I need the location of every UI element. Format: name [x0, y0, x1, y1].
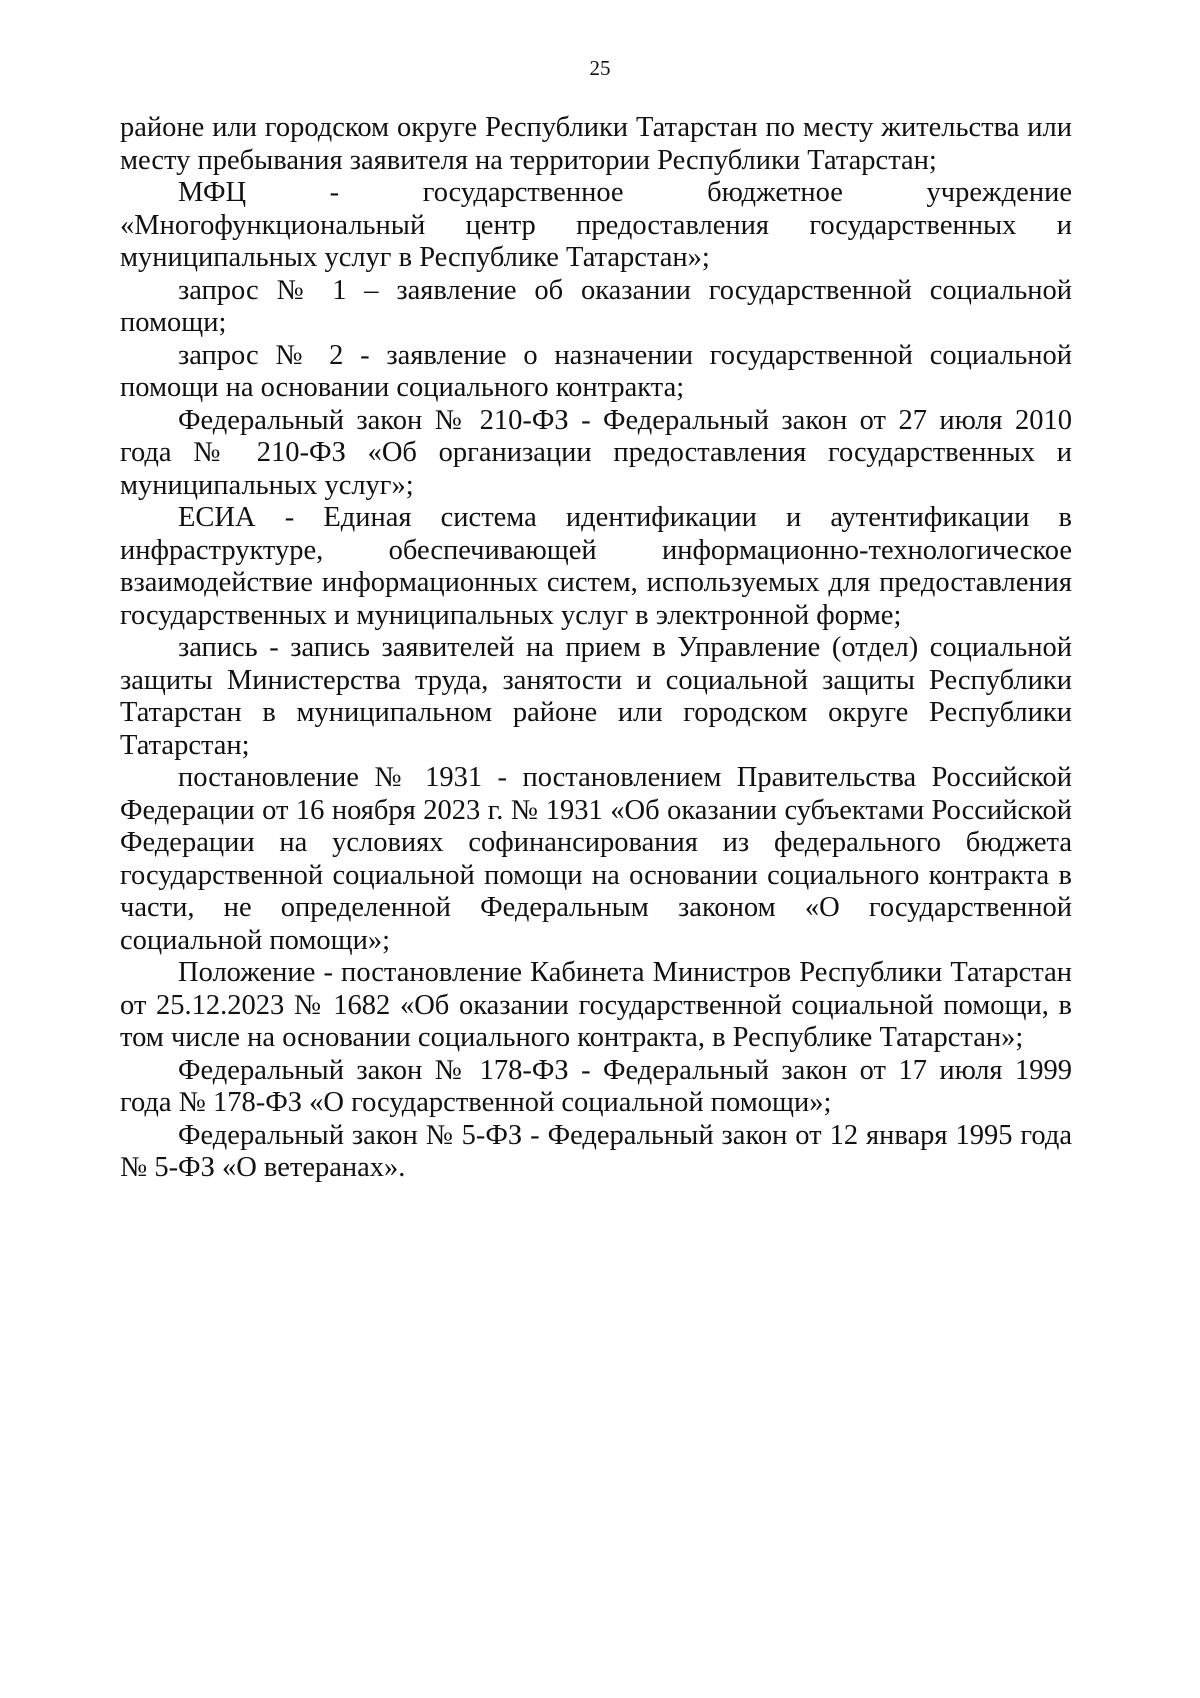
paragraph-law-178-definition: Федеральный закон № 178-ФЗ - Федеральный закон от 17 июля 1999 года № 178-ФЗ «О государственной социальной помощи»; — [120, 1054, 1072, 1118]
paragraph-mfc-definition: МФЦ - государственное бюджетное учреждение «Многофункциональный центр предоставления государственных и муниципальных услуг в Республике Татарстан»; — [120, 177, 1072, 273]
page-number: 25 — [589, 56, 611, 80]
paragraph-regulation-definition: Положение - постановление Кабинета Министров Республики Татарстан от 25.12.2023 № 1682 «Об оказании государственной социальной помощи, в том числе на основании социального контракта, в Республике Татарстан»; — [120, 957, 1072, 1053]
paragraph-law-5-definition: Федеральный закон № 5-ФЗ - Федеральный закон от 12 января 1995 года № 5-ФЗ «О ветеранах». — [120, 1119, 1072, 1183]
paragraph-appointment-definition: запись - запись заявителей на прием в Управление (отдел) социальной защиты Министерства труда, занятости и социальной защиты Республики Татарстан в муниципальном районе или городском округе Республики Татарстан; — [120, 632, 1072, 761]
paragraph-esia-definition: ЕСИА - Единая система идентификации и аутентификации в инфраструктуре, обеспечивающей информационно-технологическое взаимодействие информационных систем, используемых для предоставления государственных и муниципальных услуг в электронной форме; — [120, 502, 1072, 631]
paragraph-resolution-1931-definition: постановление № 1931 - постановлением Правительства Российской Федерации от 16 ноября 2023 г. № 1931 «Об оказании субъектами Российской Федерации на условиях софинансирования из федерального бюджета государственной социальной помощи на основании социального контракта в части, не определенной Федеральным законом «О государственной социальной помощи»; — [120, 762, 1072, 956]
paragraph-law-210-definition: Федеральный закон № 210-ФЗ - Федеральный закон от 27 июля 2010 года № 210-ФЗ «Об организации предоставления государственных и муниципальных услуг»; — [120, 404, 1072, 501]
paragraph-request-2-definition: запрос № 2 - заявление о назначении государственной социальной помощи на основании социального контракта; — [120, 339, 1072, 403]
paragraph-continuation: районе или городском округе Республики Татарстан по месту жительства или месту пребывания заявителя на территории Республики Татарстан; — [120, 112, 1072, 176]
document-body — [120, 112, 1072, 1185]
paragraph-request-1-definition: запрос № 1 – заявление об оказании государственной социальной помощи; — [120, 274, 1072, 338]
